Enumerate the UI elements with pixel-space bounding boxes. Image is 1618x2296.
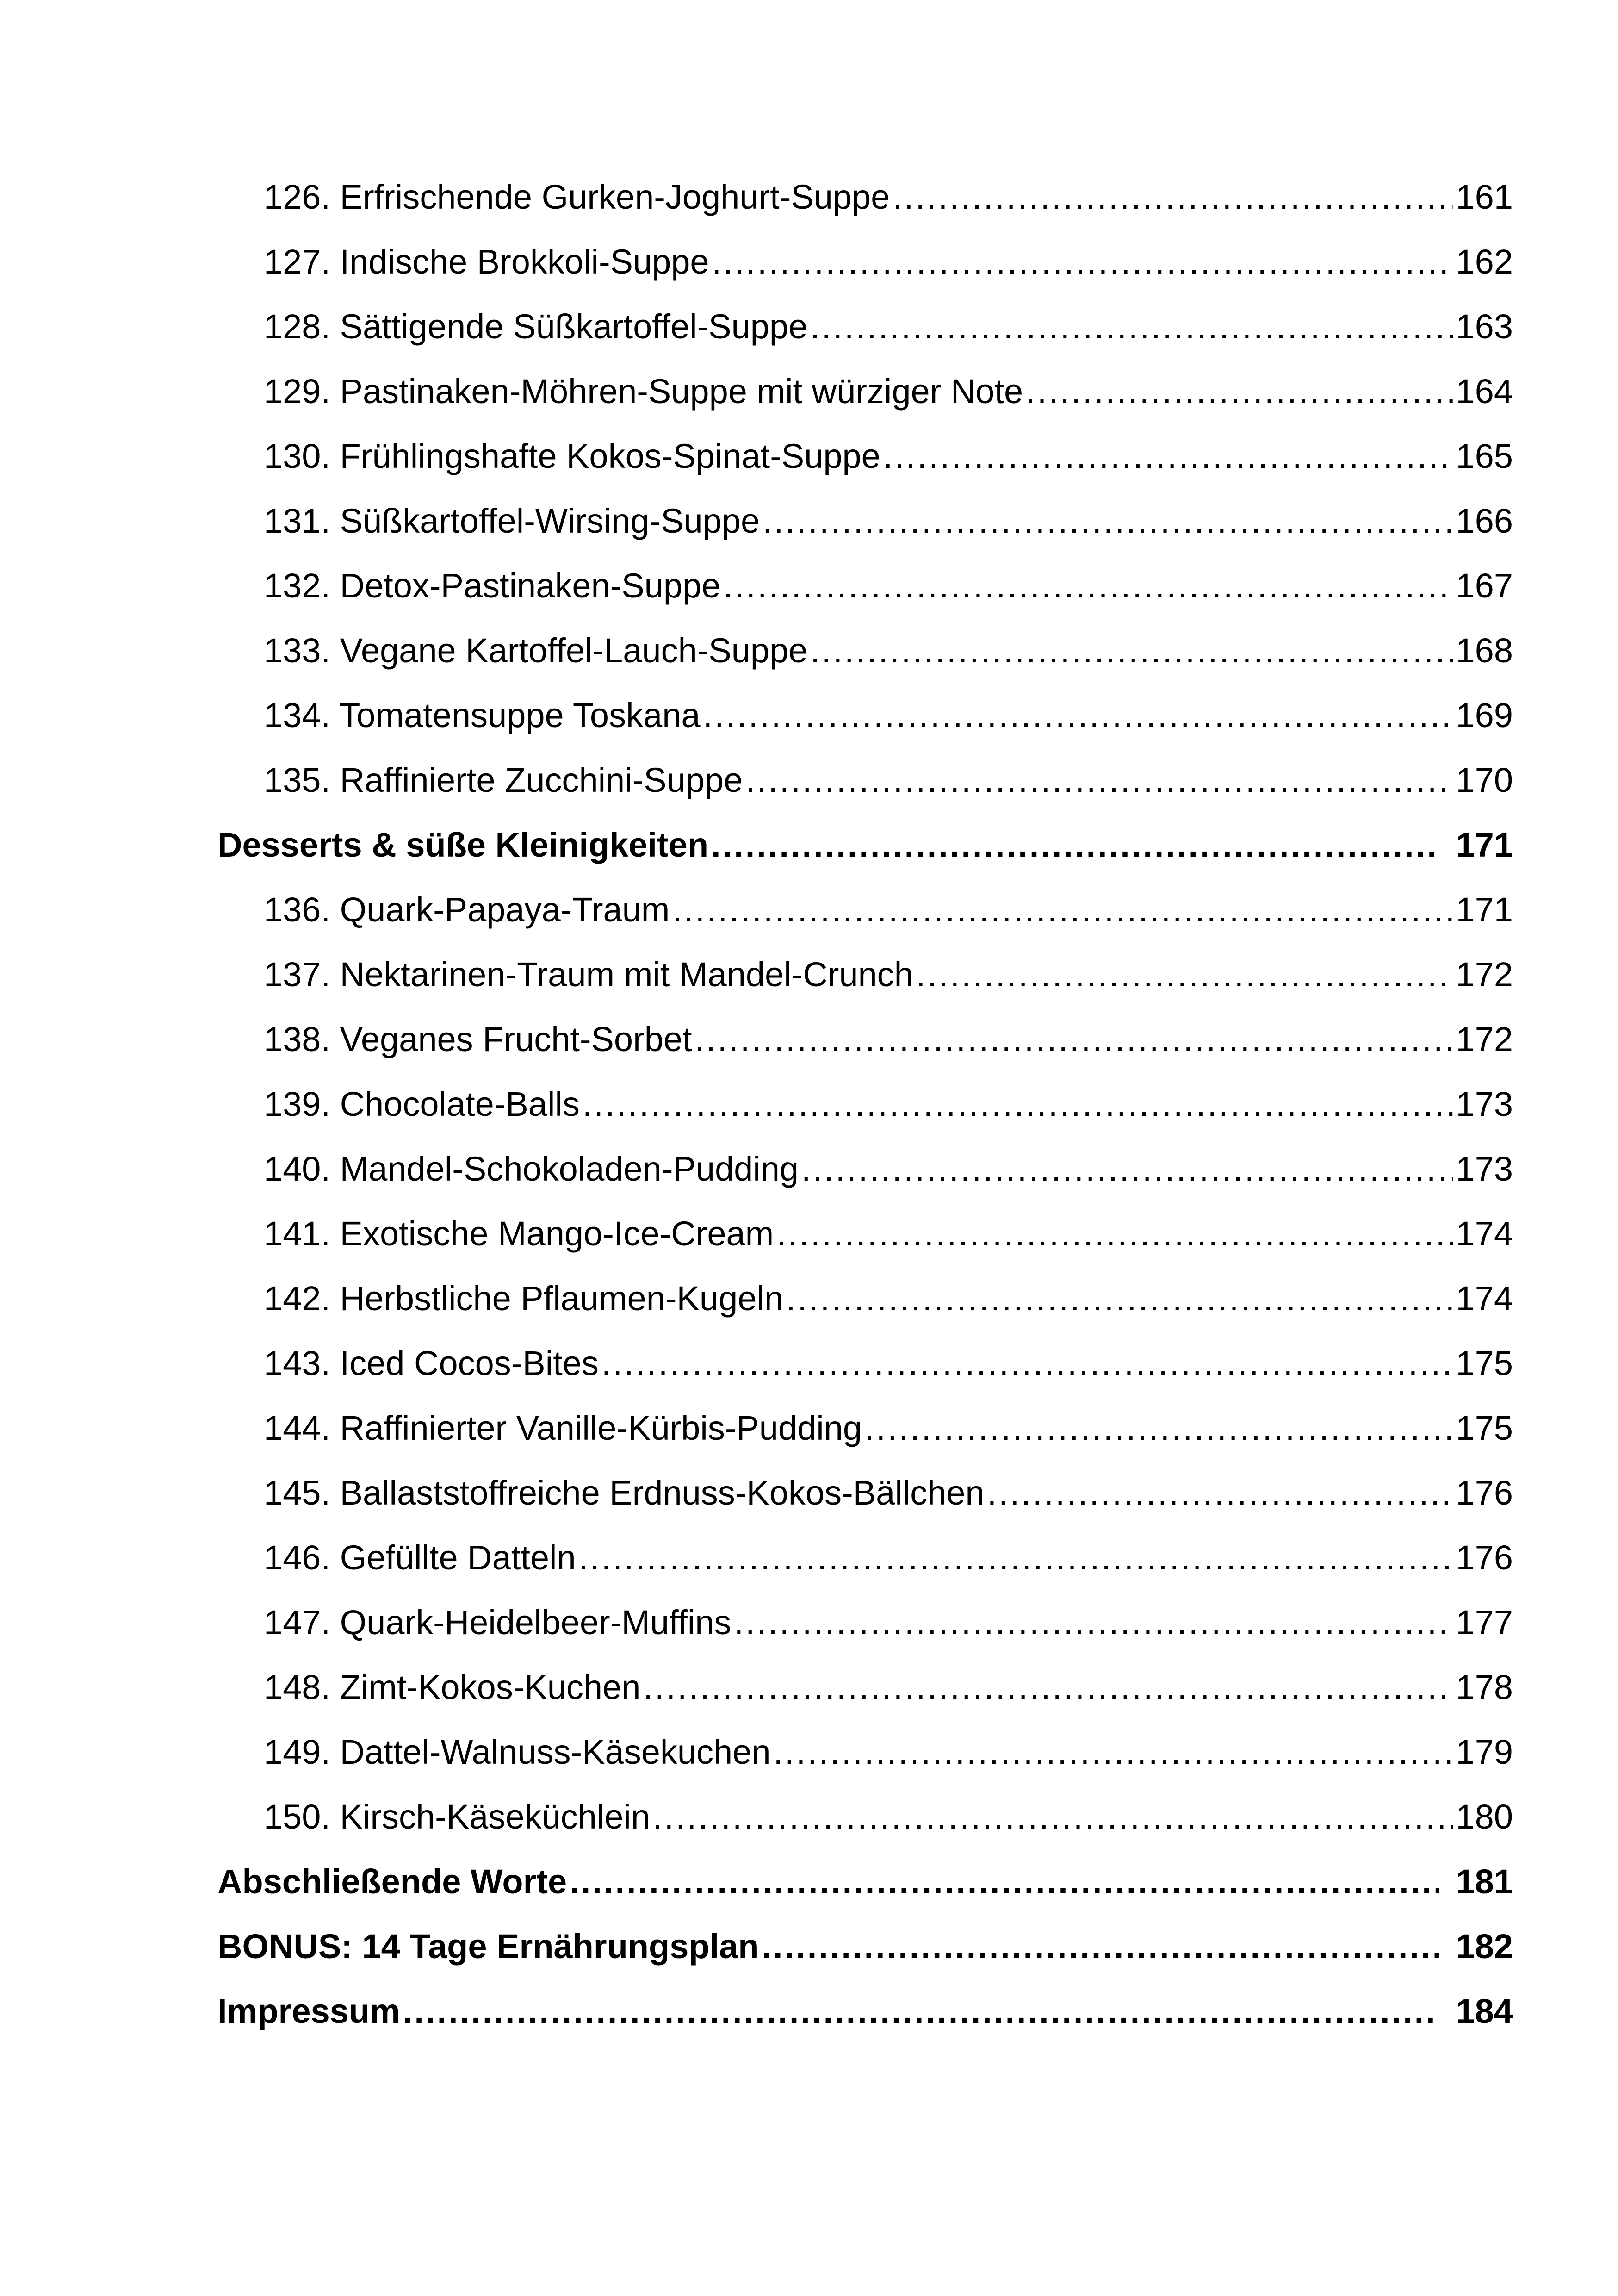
- toc-entry-page-number: 161: [1456, 178, 1513, 216]
- toc-entry-page-number: 176: [1456, 1474, 1513, 1512]
- toc-entry-page-number: 171: [1456, 826, 1513, 864]
- toc-dot-leader: [711, 813, 1439, 877]
- toc-entry[interactable]: [217, 359, 1513, 424]
- toc-entry-page-number: 162: [1456, 243, 1513, 281]
- toc-entry-page-number: 171: [1456, 890, 1513, 929]
- toc-entry-title: 127. Indische Brokkoli-Suppe: [264, 243, 709, 281]
- toc-dot-leader: [579, 1525, 1453, 1590]
- toc-entry[interactable]: [217, 1525, 1513, 1590]
- table-of-contents: [217, 165, 1513, 2044]
- toc-entry-title: 141. Exotische Mango-Ice-Cream: [264, 1214, 774, 1253]
- toc-entry[interactable]: [217, 1007, 1513, 1072]
- toc-dot-leader: [583, 1072, 1453, 1137]
- toc-entry[interactable]: [217, 1461, 1513, 1525]
- toc-entry[interactable]: [217, 877, 1513, 942]
- toc-entry[interactable]: [217, 1720, 1513, 1785]
- toc-entry[interactable]: [217, 683, 1513, 748]
- toc-entry-page-number: 165: [1456, 437, 1513, 475]
- toc-entry-page-number: 173: [1456, 1150, 1513, 1188]
- toc-entry-title: 150. Kirsch-Käseküchlein: [264, 1798, 650, 1836]
- toc-entry[interactable]: [217, 1137, 1513, 1201]
- toc-entry-page-number: 175: [1456, 1409, 1513, 1447]
- toc-entry-page-number: 172: [1456, 955, 1513, 994]
- toc-dot-leader: [987, 1461, 1453, 1525]
- toc-entry[interactable]: [217, 489, 1513, 554]
- toc-entry[interactable]: [217, 165, 1513, 230]
- toc-entry[interactable]: [217, 942, 1513, 1007]
- toc-dot-leader: [703, 683, 1453, 748]
- toc-entry[interactable]: [217, 1331, 1513, 1396]
- toc-entry-title: 136. Quark-Papaya-Traum: [264, 890, 670, 929]
- toc-entry[interactable]: [217, 1201, 1513, 1266]
- toc-dot-leader: [643, 1655, 1453, 1720]
- toc-entry[interactable]: [217, 294, 1513, 359]
- toc-dot-leader: [653, 1785, 1453, 1849]
- toc-entry[interactable]: [217, 424, 1513, 489]
- toc-dot-leader: [745, 748, 1453, 813]
- toc-dot-leader: [893, 165, 1453, 230]
- toc-chapter-entry[interactable]: [217, 1849, 1513, 1914]
- toc-entry-title: 144. Raffinierter Vanille-Kürbis-Pudding: [264, 1409, 862, 1447]
- toc-entry-page-number: 180: [1456, 1798, 1513, 1836]
- toc-entry-page-number: 170: [1456, 761, 1513, 799]
- toc-entry-title: 131. Süßkartoffel-Wirsing-Suppe: [264, 502, 760, 540]
- toc-entry-page-number: 167: [1456, 566, 1513, 605]
- toc-chapter-entry[interactable]: [217, 813, 1513, 877]
- toc-entry-title: 142. Herbstliche Pflaumen-Kugeln: [264, 1279, 783, 1318]
- toc-dot-leader: [763, 489, 1453, 554]
- toc-entry-page-number: 166: [1456, 502, 1513, 540]
- toc-entry-title: 135. Raffinierte Zucchini-Suppe: [264, 761, 743, 799]
- toc-entry[interactable]: [217, 748, 1513, 813]
- toc-entry-title: 139. Chocolate-Balls: [264, 1085, 580, 1123]
- toc-entry[interactable]: [217, 1655, 1513, 1720]
- toc-entry-page-number: 184: [1456, 1992, 1513, 2030]
- toc-entry[interactable]: [217, 230, 1513, 294]
- toc-entry-page-number: 172: [1456, 1020, 1513, 1058]
- toc-entry-page-number: 181: [1456, 1862, 1513, 1901]
- toc-entry-title: Desserts & süße Kleinigkeiten: [217, 826, 709, 864]
- toc-entry-title: 143. Iced Cocos-Bites: [264, 1344, 599, 1382]
- toc-dot-leader: [810, 294, 1453, 359]
- toc-entry[interactable]: [217, 1785, 1513, 1849]
- toc-entry-page-number: 169: [1456, 696, 1513, 734]
- toc-entry-title: 137. Nektarinen-Traum mit Mandel-Crunch: [264, 955, 913, 994]
- toc-chapter-entry[interactable]: [217, 1914, 1513, 1979]
- toc-dot-leader: [776, 1201, 1453, 1266]
- toc-entry[interactable]: [217, 1266, 1513, 1331]
- toc-entry-title: 128. Sättigende Süßkartoffel-Suppe: [264, 307, 808, 346]
- toc-dot-leader: [1026, 359, 1453, 424]
- toc-entry-title: 138. Veganes Frucht-Sorbet: [264, 1020, 692, 1058]
- toc-entry-title: 146. Gefüllte Datteln: [264, 1538, 576, 1577]
- toc-entry-page-number: 175: [1456, 1344, 1513, 1382]
- toc-entry[interactable]: [217, 1590, 1513, 1655]
- toc-entry-title: 126. Erfrischende Gurken-Joghurt-Suppe: [264, 178, 890, 216]
- toc-entry-title: 133. Vegane Kartoffel-Lauch-Suppe: [264, 631, 808, 670]
- toc-entry-title: Impressum: [217, 1992, 400, 2030]
- toc-entry-page-number: 182: [1456, 1927, 1513, 1966]
- toc-entry-page-number: 178: [1456, 1668, 1513, 1706]
- toc-entry-page-number: 179: [1456, 1733, 1513, 1771]
- toc-dot-leader: [723, 554, 1453, 618]
- toc-dot-leader: [786, 1266, 1453, 1331]
- toc-dot-leader: [695, 1007, 1453, 1072]
- toc-entry-title: 148. Zimt-Kokos-Kuchen: [264, 1668, 641, 1706]
- toc-dot-leader: [773, 1720, 1453, 1785]
- toc-dot-leader: [403, 1979, 1439, 2044]
- toc-dot-leader: [916, 942, 1453, 1007]
- toc-dot-leader: [601, 1331, 1453, 1396]
- toc-dot-leader: [762, 1914, 1439, 1979]
- toc-dot-leader: [734, 1590, 1453, 1655]
- toc-entry-title: 134. Tomatensuppe Toskana: [264, 696, 701, 734]
- toc-entry-title: 149. Dattel-Walnuss-Käsekuchen: [264, 1733, 771, 1771]
- toc-entry-title: 132. Detox-Pastinaken-Suppe: [264, 566, 721, 605]
- toc-entry-title: 145. Ballaststoffreiche Erdnuss-Kokos-Bällchen: [264, 1474, 985, 1512]
- toc-dot-leader: [865, 1396, 1453, 1461]
- toc-entry-title: Abschließende Worte: [217, 1862, 567, 1901]
- toc-entry[interactable]: [217, 554, 1513, 618]
- toc-dot-leader: [801, 1137, 1453, 1201]
- toc-entry-page-number: 168: [1456, 631, 1513, 670]
- toc-dot-leader: [712, 230, 1453, 294]
- toc-entry-page-number: 164: [1456, 372, 1513, 411]
- toc-dot-leader: [672, 877, 1453, 942]
- toc-entry-page-number: 174: [1456, 1279, 1513, 1318]
- toc-entry[interactable]: [217, 1396, 1513, 1461]
- toc-entry-title: 129. Pastinaken-Möhren-Suppe mit würziger Note: [264, 372, 1023, 411]
- toc-entry-title: BONUS: 14 Tage Ernährungsplan: [217, 1927, 759, 1966]
- toc-entry-title: 130. Frühlingshafte Kokos-Spinat-Suppe: [264, 437, 880, 475]
- toc-entry-page-number: 163: [1456, 307, 1513, 346]
- toc-entry[interactable]: [217, 1072, 1513, 1137]
- toc-entry-page-number: 176: [1456, 1538, 1513, 1577]
- toc-chapter-entry[interactable]: [217, 1979, 1513, 2044]
- toc-entry[interactable]: [217, 618, 1513, 683]
- toc-entry-page-number: 174: [1456, 1214, 1513, 1253]
- toc-entry-title: 140. Mandel-Schokoladen-Pudding: [264, 1150, 799, 1188]
- toc-entry-page-number: 177: [1456, 1603, 1513, 1642]
- toc-entry-title: 147. Quark-Heidelbeer-Muffins: [264, 1603, 732, 1642]
- toc-entry-page-number: 173: [1456, 1085, 1513, 1123]
- toc-dot-leader: [810, 618, 1453, 683]
- toc-dot-leader: [883, 424, 1453, 489]
- toc-dot-leader: [570, 1849, 1439, 1914]
